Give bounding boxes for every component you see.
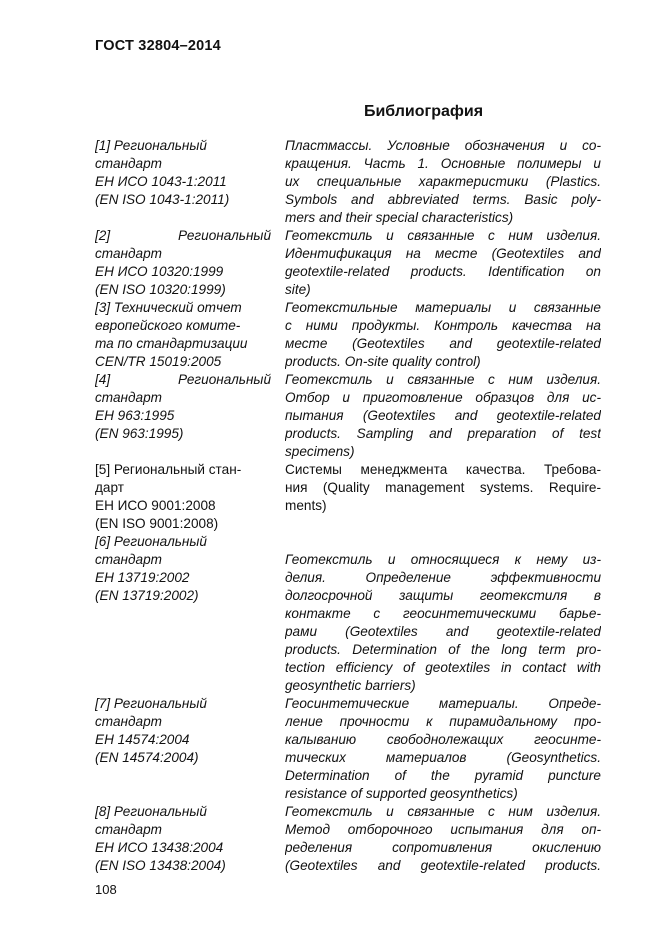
- reference-line: [7] Региональный: [95, 696, 207, 711]
- title-line: products. Sampling and preparation of test: [285, 426, 601, 441]
- title-line: делия. Определение эффективности: [285, 570, 601, 585]
- title-line: контакте с геосинтетическими барье-: [285, 606, 601, 621]
- reference-line: ЕН 963:1995: [95, 408, 175, 423]
- reference-line: стандарт: [95, 390, 162, 405]
- entry-title: [285, 461, 601, 533]
- reference-line: европейского комите-: [95, 318, 241, 333]
- entry-title: [285, 695, 601, 803]
- reference-line: дарт: [95, 480, 124, 495]
- title-line: пытания (Geotextiles and geotextile-related: [285, 408, 601, 423]
- title-line: Геотекстиль и относящиеся к нему из-: [285, 552, 601, 567]
- title-line: specimens): [285, 444, 355, 459]
- title-line: с ними продукты. Контроль качества на: [285, 318, 601, 333]
- page-number: 108: [95, 882, 117, 897]
- reference-line: CEN/TR 15019:2005: [95, 354, 222, 369]
- reference-line: стандарт: [95, 714, 162, 729]
- bibliography-entry: [95, 461, 601, 533]
- reference-line: (EN 963:1995): [95, 426, 184, 441]
- entry-reference: [95, 533, 271, 695]
- reference-line: ЕН ИСО 13438:2004: [95, 840, 224, 855]
- entry-reference: [95, 137, 271, 227]
- reference-line: стандарт: [95, 552, 162, 567]
- title-line: ments): [285, 498, 327, 513]
- bibliography-entry: [95, 299, 601, 371]
- title-line: Системы менеджмента качества. Требова-: [285, 462, 601, 477]
- title-line: ление прочности к пирамидальному про-: [285, 714, 601, 729]
- entry-reference: [95, 803, 271, 875]
- title-line: месте (Geotextiles and geotextile-related: [285, 336, 601, 351]
- entry-title: [285, 137, 601, 227]
- reference-line: стандарт: [95, 246, 162, 261]
- reference-line: стандарт: [95, 822, 162, 837]
- reference-line: [3] Технический отчет: [95, 300, 242, 315]
- title-line: geosynthetic barriers): [285, 678, 416, 693]
- entry-title: [285, 371, 601, 461]
- title-line: Идентификация на месте (Geotextiles and: [285, 246, 601, 261]
- document-header-standard: ГОСТ 32804–2014: [95, 38, 221, 54]
- reference-line: ЕН ИСО 10320:1999: [95, 264, 224, 279]
- bibliography-entry: [95, 695, 601, 803]
- entry-reference: [95, 227, 271, 299]
- title-line: Отбор и приготовление образцов для ис-: [285, 390, 601, 405]
- entry-title: [285, 227, 601, 299]
- reference-line: [5] Региональный стан-: [95, 462, 242, 477]
- entry-reference: [95, 695, 271, 803]
- title-line: Пластмассы. Условные обозначения и со-: [285, 138, 601, 153]
- reference-line: (EN 14574:2004): [95, 750, 199, 765]
- title-line: Геотекстильные материалы и связанные: [285, 300, 601, 315]
- bibliography-heading: Библиография: [363, 103, 484, 120]
- reference-line: ЕН 14574:2004: [95, 732, 190, 747]
- bibliography-entry: [95, 227, 601, 299]
- reference-line: [6] Региональный: [95, 534, 207, 549]
- bibliography-entry: [95, 803, 601, 875]
- entry-title: [285, 299, 601, 371]
- reference-line: [4] Региональный: [95, 372, 271, 387]
- reference-line: [8] Региональный: [95, 804, 207, 819]
- entry-reference: [95, 299, 271, 371]
- entry-title: [285, 533, 601, 695]
- title-line: кращения. Часть 1. Основные полимеры и: [285, 156, 601, 171]
- title-line: products. On-site quality control): [285, 354, 481, 369]
- entry-reference: [95, 371, 271, 461]
- reference-line: (EN 13719:2002): [95, 588, 199, 603]
- title-line: ния (Quality management systems. Require-: [285, 480, 601, 495]
- title-line: калыванию свободнолежащих геосинте-: [285, 732, 601, 747]
- title-line: products. Determination of the long term pro-: [285, 642, 601, 657]
- bibliography-list: [95, 137, 601, 875]
- reference-line: ЕН ИСО 1043-1:2011: [95, 174, 227, 189]
- entry-reference: [95, 461, 271, 533]
- reference-line: ЕН 13719:2002: [95, 570, 190, 585]
- title-line: Геотекстиль и связанные с ним изделия.: [285, 228, 601, 243]
- title-line: Геотекстиль и связанные с ним изделия.: [285, 372, 601, 387]
- title-line: Геосинтетические материалы. Опреде-: [285, 696, 601, 711]
- reference-line: (EN ISO 10320:1999): [95, 282, 226, 297]
- reference-line: стандарт: [95, 156, 162, 171]
- title-line: рами (Geotextiles and geotextile-related: [285, 624, 601, 639]
- title-line: resistance of supported geosynthetics): [285, 786, 518, 801]
- entry-title: [285, 803, 601, 875]
- title-line: tection efficiency of geotextiles in contact with: [285, 660, 601, 675]
- title-line: долгосрочной защиты геотекстиля в: [285, 588, 601, 603]
- reference-line: ЕН ИСО 9001:2008: [95, 498, 216, 513]
- title-line: geotextile-related products. Identification on: [285, 264, 601, 279]
- reference-line: [2] Региональный: [95, 228, 271, 243]
- bibliography-entry: [95, 137, 601, 227]
- title-line: site): [285, 282, 311, 297]
- title-line: тических материалов (Geosynthetics.: [285, 750, 601, 765]
- title-line: (Geotextiles and geotextile-related products.: [285, 858, 601, 873]
- spacer: [285, 533, 601, 551]
- title-line: ределения сопротивления окислению: [285, 840, 601, 855]
- title-line: Symbols and abbreviated terms. Basic poly-: [285, 192, 601, 207]
- reference-line: (EN ISO 1043-1:2011): [95, 192, 230, 207]
- reference-line: (EN ISO 9001:2008): [95, 516, 219, 531]
- title-line: их специальные характеристики (Plastics.: [285, 174, 601, 189]
- reference-line: [1] Региональный: [95, 138, 207, 153]
- reference-line: (EN ISO 13438:2004): [95, 858, 226, 873]
- title-line: mers and their special characteristics): [285, 210, 514, 225]
- title-line: Метод отборочного испытания для оп-: [285, 822, 601, 837]
- title-line: Determination of the pyramid puncture: [285, 768, 601, 783]
- bibliography-entry: [95, 371, 601, 461]
- title-line: Геотекстиль и связанные с ним изделия.: [285, 804, 601, 819]
- bibliography-entry: [95, 533, 601, 695]
- reference-line: та по стандартизации: [95, 336, 248, 351]
- page-title: [0, 103, 661, 121]
